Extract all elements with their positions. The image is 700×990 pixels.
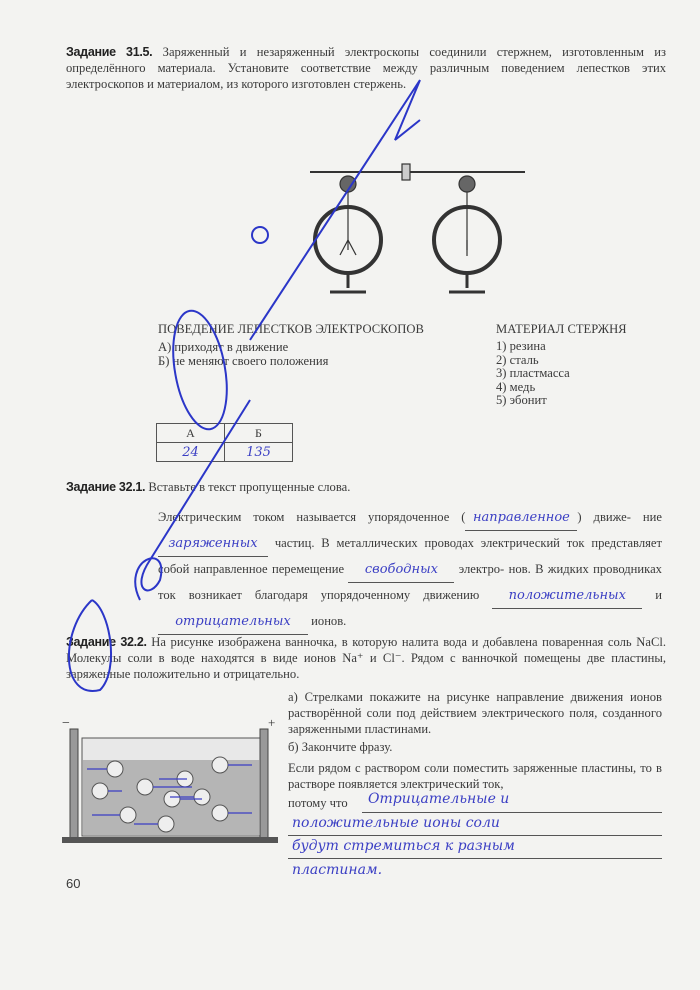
material-item: 2) сталь — [496, 352, 539, 367]
text: электро- — [458, 562, 505, 576]
blank-5[interactable]: отрицательных — [158, 610, 308, 635]
electroscopes-figure — [300, 150, 540, 300]
answer-cell-b[interactable]: 135 — [225, 443, 293, 462]
phrase: Если рядом с раствором соли поместить заряженные пластины, то в растворе появляется электрический ток, — [288, 761, 662, 791]
behaviour-list — [158, 340, 328, 368]
text: движению — [423, 588, 480, 602]
answer-cell-a[interactable]: 24 — [157, 443, 225, 462]
text: Электрическим током называется упорядоченное ( — [158, 510, 466, 524]
bath-figure — [62, 705, 284, 845]
task-32-1-header — [66, 480, 350, 495]
page-number: 60 — [66, 876, 81, 891]
part-a: а) Стрелками покажите на рисунке направление движения ионов растворённой соли под действием электрического поля, созданного заряженными пластинами. — [288, 690, 662, 736]
task-32-2 — [66, 634, 666, 682]
because-label: потому что — [288, 796, 348, 810]
task-text: Заряженный и незаряженный электроскопы соединили стержнем, изготовленным из определённого материала. Установите соответствие между различным поведением лепестков этих электроскопов и материалом, из которого изготовлен стержень. — [66, 45, 666, 91]
behaviour-item: Б) не меняют своего положения — [158, 354, 329, 368]
text: ние — [642, 510, 662, 524]
table-header: Б — [225, 424, 293, 443]
answer-line[interactable]: положительные ионы соли — [292, 815, 500, 831]
material-header: МАТЕРИАЛ СТЕРЖНЯ — [496, 322, 627, 336]
part-b: б) Закончите фразу. — [288, 740, 393, 754]
behaviour-header: ПОВЕДЕНИЕ ЛЕПЕСТКОВ ЭЛЕКТРОСКОПОВ — [158, 322, 424, 336]
material-item: 5) эбонит — [496, 393, 547, 407]
task-label: Задание 32.1. — [66, 480, 146, 494]
table-header: А — [157, 424, 225, 443]
material-item: 3) пластмасса — [496, 366, 570, 380]
answer-line[interactable]: пластинам. — [292, 862, 383, 878]
answer-line[interactable]: будут стремиться к разным — [292, 838, 515, 854]
answer-table — [156, 423, 293, 462]
task-text: На рисунке изображена ванночка, в которую налита вода и добавлена поваренная соль NaCl. Молекулы соли в воде находятся в виде ионов Na⁺ и Cl⁻. Рядом с ванночкой помещены две пластины, заряженные положительно и отрицательно. — [66, 635, 666, 681]
text: нов. В жидких проводниках ток возникает благодаря упорядоченному — [158, 562, 662, 602]
task-label: Задание 31.5. — [66, 45, 153, 59]
plus-sign: + — [268, 715, 276, 730]
blank-1[interactable]: направленное — [465, 506, 577, 531]
task-31-5 — [66, 44, 666, 92]
behaviour-item: А) приходят в движение — [158, 340, 289, 354]
task-label: Задание 32.2. — [66, 635, 147, 649]
answer-line[interactable]: Отрицательные и — [368, 791, 510, 807]
text: ) движе- — [577, 510, 631, 524]
text: частиц. В металлических проводах электрический ток — [274, 536, 585, 550]
material-item: 1) резина — [496, 339, 546, 353]
text: представляет собой направленное перемещение — [158, 536, 662, 576]
material-list — [496, 340, 570, 408]
minus-sign: − — [62, 716, 70, 731]
text: и — [655, 588, 662, 602]
material-item: 4) медь — [496, 379, 536, 394]
task-instruction: Вставьте в текст пропущенные слова. — [148, 480, 351, 494]
text: ионов. — [311, 614, 347, 628]
fill-in-text — [158, 505, 662, 635]
blank-2[interactable]: заряженных — [158, 532, 268, 557]
blank-3[interactable]: свободных — [348, 558, 454, 583]
blank-4[interactable]: положительных — [492, 584, 642, 609]
